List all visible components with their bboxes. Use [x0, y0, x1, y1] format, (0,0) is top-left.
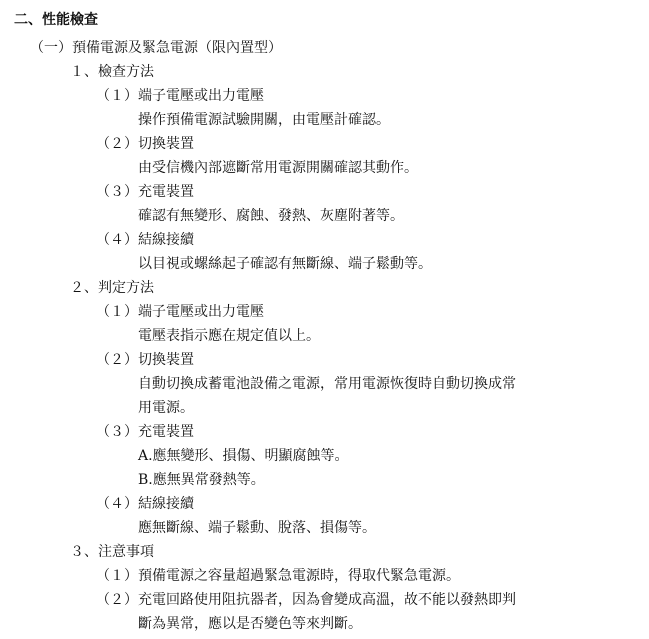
method-title: １、檢查方法 [70, 64, 154, 80]
judge-item-label: （１）端子電壓或出力電壓 [96, 304, 264, 320]
judge-item-text: 電壓表指示應在規定值以上。 [138, 328, 320, 344]
method-item-label: （１）端子電壓或出力電壓 [96, 88, 264, 104]
judge-item-label: （４）結線接續 [96, 496, 194, 512]
note-item-continuation: 斷為異常，應以是否變色等來判斷。 [138, 616, 362, 632]
section-heading: 二、性能檢查 [14, 12, 98, 28]
judge-item-text: 應無斷線、端子鬆動、脫落、損傷等。 [138, 520, 376, 536]
method-item-label: （３）充電裝置 [96, 184, 194, 200]
judge-item-label: （２）切換裝置 [96, 352, 194, 368]
method-item-label: （４）結線接續 [96, 232, 194, 248]
method-item-text: 由受信機內部遮斷常用電源開關確認其動作。 [138, 160, 418, 176]
judge-item-text: A.應無變形、損傷、明顯腐蝕等。 [138, 448, 349, 464]
method-item-text: 以目視或螺絲起子確認有無斷線、端子鬆動等。 [138, 256, 432, 272]
method-item-label: （２）切換裝置 [96, 136, 194, 152]
judge-item-label: （３）充電裝置 [96, 424, 194, 440]
judge-item-text: 自動切換成蓄電池設備之電源，常用電源恢復時自動切換成常 [138, 376, 516, 392]
judge-item-text: 用電源。 [138, 400, 194, 416]
notes-title: ３、注意事項 [70, 544, 154, 560]
judge-item-text: B.應無異常發熱等。 [138, 472, 265, 488]
note-item: （１）預備電源之容量超過緊急電源時，得取代緊急電源。 [96, 568, 460, 584]
note-item: （２）充電回路使用阻抗器者，因為會變成高溫，故不能以發熱即判 [96, 592, 516, 608]
judge-title: ２、判定方法 [70, 280, 154, 296]
method-item-text: 操作預備電源試驗開關，由電壓計確認。 [138, 112, 390, 128]
method-item-text: 確認有無變形、腐蝕、發熱、灰塵附著等。 [138, 208, 404, 224]
subsection-title: （一）預備電源及緊急電源（限內置型） [30, 40, 282, 56]
